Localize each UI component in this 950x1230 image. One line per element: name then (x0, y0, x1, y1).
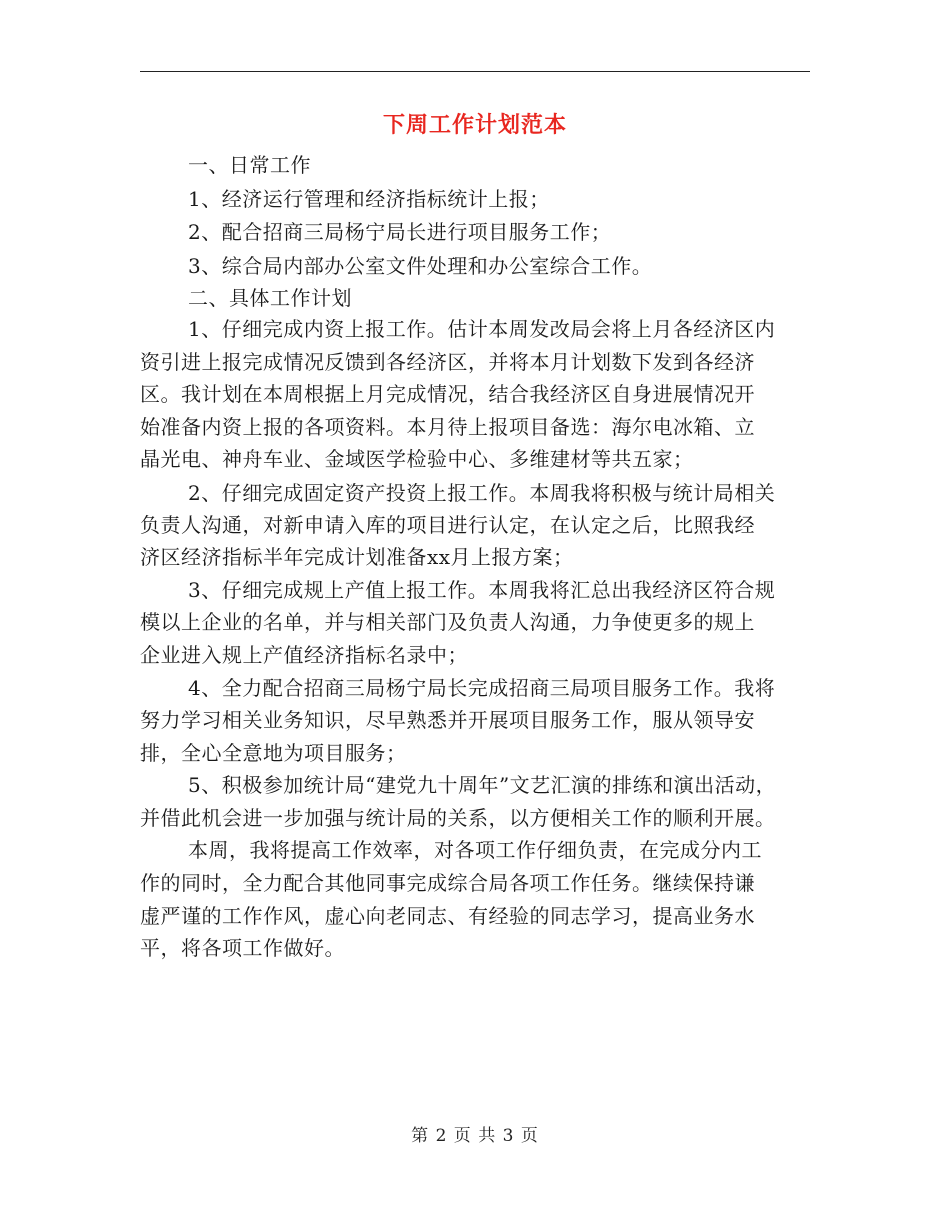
page-footer: 第 2 页 共 3 页 (411, 1126, 539, 1146)
text-line: 努力学习相关业务知识，尽早熟悉并开展项目服务工作，服从领导安 (140, 708, 755, 732)
text-line: 1、仔细完成内资上报工作。估计本周发改局会将上月各经济区内 (188, 317, 776, 341)
text-line: 3、综合局内部办公室文件处理和办公室综合工作。 (188, 254, 653, 278)
text-line: 本周，我将提高工作效率，对各项工作仔细负责，在完成分内工 (188, 838, 762, 862)
text-line: 资引进上报完成情况反馈到各经济区，并将本月计划数下发到各经济 (140, 350, 755, 374)
text-line: 区。我计划在本周根据上月完成情况，结合我经济区自身进展情况开 (140, 382, 755, 406)
text-line: 负责人沟通，对新申请入库的项目进行认定，在认定之后，比照我经 (140, 513, 755, 537)
text-line: 2、配合招商三局杨宁局长进行项目服务工作； (188, 220, 612, 244)
text-line: 模以上企业的名单，并与相关部门及负责人沟通，力争使更多的规上 (140, 610, 755, 634)
text-line: 平，将各项工作做好。 (140, 936, 345, 960)
text-line: 企业进入规上产值经济指标名录中； (140, 643, 468, 667)
text-line: 2、仔细完成固定资产投资上报工作。本周我将积极与统计局相关 (188, 481, 776, 505)
text-line: 济区经济指标半年完成计划准备xx月上报方案； (140, 545, 574, 569)
section-heading-daily: 一、日常工作 (188, 153, 311, 177)
text-line: 晶光电、神舟车业、金域医学检验中心、多维建材等共五家； (140, 447, 694, 471)
text-line: 3、仔细完成规上产值上报工作。本周我将汇总出我经济区符合规 (188, 578, 776, 602)
document-title: 下周工作计划范本 (382, 112, 567, 138)
text-line: 4、全力配合招商三局杨宁局长完成招商三局项目服务工作。我将 (188, 676, 776, 700)
text-line: 1、经济运行管理和经济指标统计上报； (188, 187, 550, 211)
text-line: 并借此机会进一步加强与统计局的关系，以方便相关工作的顺利开展。 (140, 806, 776, 830)
section-heading-plan: 二、具体工作计划 (188, 286, 352, 310)
text-line: 虚严谨的工作作风，虚心向老同志、有经验的同志学习，提高业务水 (140, 904, 755, 928)
text-line: 始准备内资上报的各项资料。本月待上报项目备选：海尔电冰箱、立 (140, 415, 755, 439)
text-line: 5、积极参加统计局“建党九十周年”文艺汇演的排练和演出活动， (188, 773, 777, 797)
text-line: 作的同时，全力配合其他同事完成综合局各项工作任务。继续保持谦 (140, 871, 755, 895)
text-line: 排，全心全意地为项目服务； (140, 741, 407, 765)
header-rule (140, 71, 810, 72)
